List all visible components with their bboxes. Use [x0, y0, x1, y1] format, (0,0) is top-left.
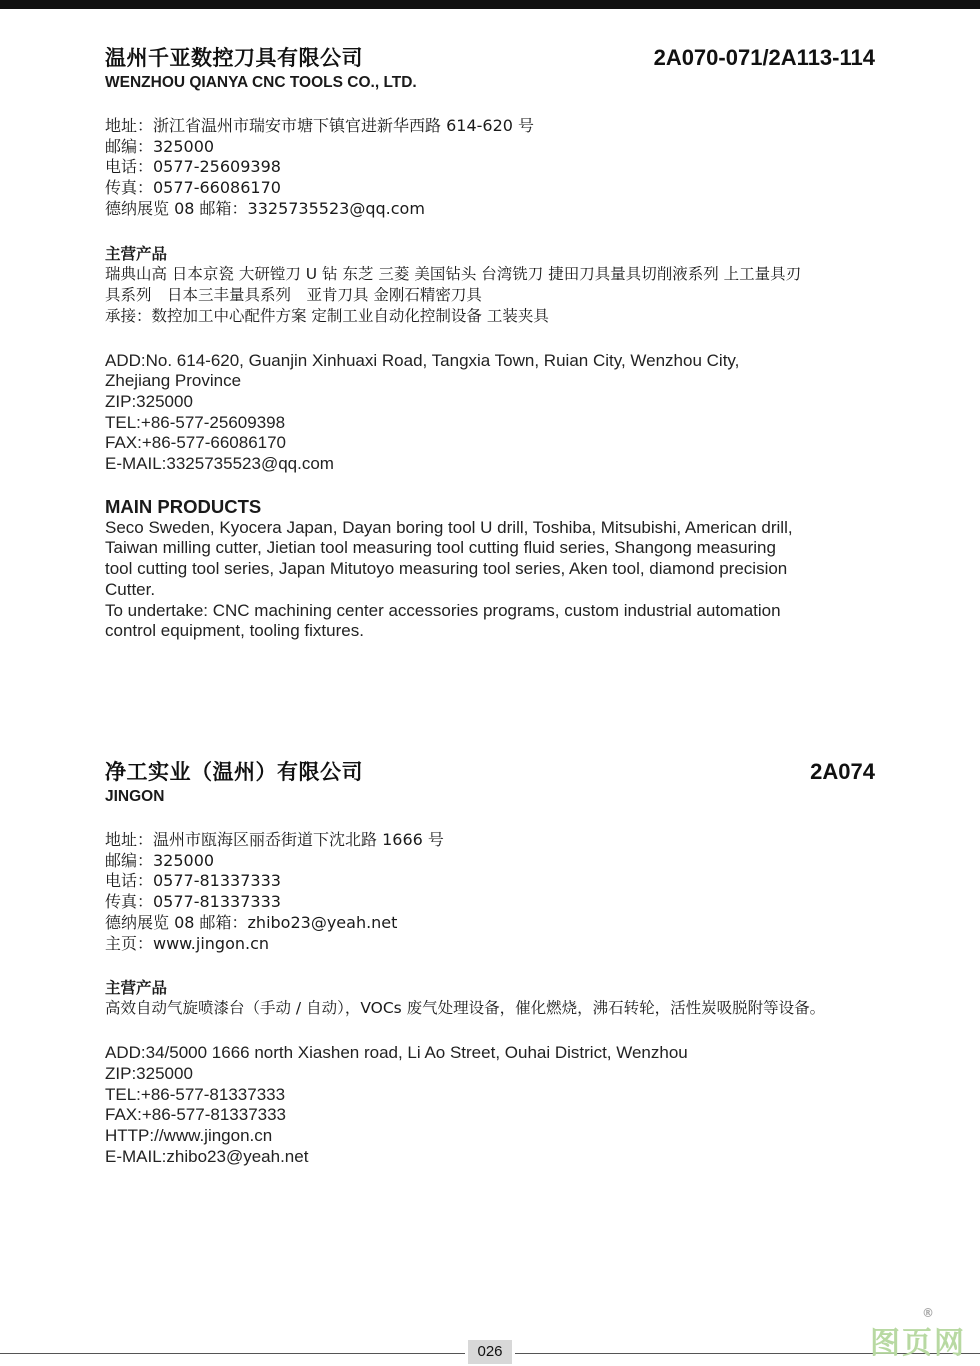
address-en-cont: Zhejiang Province	[105, 371, 242, 391]
products-cn	[105, 998, 885, 1019]
zip-cn: 邮编：325000	[105, 850, 215, 870]
products-en-line: Seco Sweden, Kyocera Japan, Dayan boring tool U drill, Toshiba, Mitsubishi, American drill,	[105, 517, 793, 537]
booth-number: 2A070-071/2A113-114	[653, 45, 875, 70]
company-title-row	[105, 756, 875, 786]
phone-cn: 电话：0577-81337333	[105, 871, 281, 891]
phone-en: TEL:+86-577-81337333	[105, 1084, 286, 1104]
products-en-line: Taiwan milling cutter, Jietian tool measuring tool cutting fluid series, Shangong measuring	[105, 538, 776, 558]
zip-en: ZIP:325000	[105, 1063, 193, 1083]
company-name-en: JINGON	[105, 788, 165, 805]
watermark-logo	[870, 1306, 966, 1362]
address-en: ADD:34/5000 1666 north Xiashen road, Li Ao Street, Ouhai District, Wenzhou	[105, 1043, 688, 1063]
fax-cn: 传真：0577-81337333	[105, 892, 281, 912]
booth-number: 2A074	[810, 759, 875, 784]
footer-divider-left	[0, 1353, 465, 1354]
company-name-cn: 净工实业（温州）有限公司	[105, 760, 363, 784]
address-cn: 地址：浙江省温州市瑞安市塘下镇官进新华西路 614-620 号	[105, 116, 535, 135]
products-cn-line: 承接：数控加工中心配件方案 定制工业自动化控制设备 工装夹具	[105, 306, 549, 325]
products-cn	[105, 264, 885, 327]
products-heading-cn: 主营产品	[105, 979, 168, 998]
contact-block-cn	[105, 116, 885, 220]
company-name-en: WENZHOU QIANYA CNC TOOLS CO., LTD.	[105, 74, 417, 91]
watermark-text: 图页网	[870, 1326, 966, 1361]
products-en-line: tool cutting tool series, Japan Mitutoyo measuring tool series, Aken tool, diamond precision	[105, 559, 788, 579]
products-cn-line: 瑞典山高 日本京瓷 大研镗刀 U 钻 东芝 三菱 美国钻头 台湾铣刀 捷田刀具量具切削液系列 上工量具刃	[105, 264, 802, 283]
email-cn: 德纳展览 08 邮箱：3325735523@qq.com	[105, 198, 425, 218]
page-number: 026	[468, 1340, 512, 1364]
products-en	[105, 518, 885, 642]
zip-en: ZIP:325000	[105, 391, 193, 411]
company-title-row	[105, 42, 875, 72]
products-heading-en: MAIN PRODUCTS	[105, 495, 262, 517]
top-border-bar	[0, 0, 980, 9]
products-en-line: To undertake: CNC machining center accessories programs, custom industrial automation	[105, 600, 781, 620]
phone-cn: 电话：0577-25609398	[105, 157, 281, 177]
contact-block-en	[105, 1043, 885, 1167]
company-entry-jingon	[105, 756, 885, 1167]
products-en-line: Cutter.	[105, 579, 156, 599]
email-en: E-MAIL:3325735523@qq.com	[105, 454, 334, 474]
company-name-cn: 温州千亚数控刀具有限公司	[105, 46, 363, 70]
registered-mark: ®	[922, 1306, 936, 1320]
email-en: E-MAIL:zhibo23@yeah.net	[105, 1146, 309, 1166]
products-en-line: control equipment, tooling fixtures.	[105, 621, 364, 641]
fax-en: FAX:+86-577-66086170	[105, 433, 287, 453]
page-footer	[0, 1336, 980, 1366]
address-en: ADD:No. 614-620, Guanjin Xinhuaxi Road, Tangxia Town, Ruian City, Wenzhou City,	[105, 350, 740, 370]
homepage-cn: 主页：www.jingon.cn	[105, 933, 270, 953]
fax-cn: 传真：0577-66086170	[105, 178, 281, 198]
contact-block-cn	[105, 830, 885, 954]
address-cn: 地址：温州市瓯海区丽岙街道下沈北路 1666 号	[105, 830, 444, 849]
products-cn-line: 具系列 日本三丰量具系列 亚肯刀具 金刚石精密刀具	[105, 285, 482, 304]
email-cn: 德纳展览 08 邮箱：zhibo23@yeah.net	[105, 912, 398, 932]
company-entry-qianya	[105, 42, 885, 642]
fax-en: FAX:+86-577-81337333	[105, 1105, 287, 1125]
contact-block-en	[105, 351, 885, 475]
phone-en: TEL:+86-577-25609398	[105, 412, 286, 432]
products-heading-cn: 主营产品	[105, 244, 168, 263]
website-en: HTTP://www.jingon.cn	[105, 1126, 273, 1146]
products-cn-line: 高效自动气旋喷漆台（手动 / 自动），VOCs 废气处理设备，催化燃烧，沸石转轮，活性炭吸脱附等设备。	[105, 999, 826, 1018]
zip-cn: 邮编：325000	[105, 136, 215, 156]
